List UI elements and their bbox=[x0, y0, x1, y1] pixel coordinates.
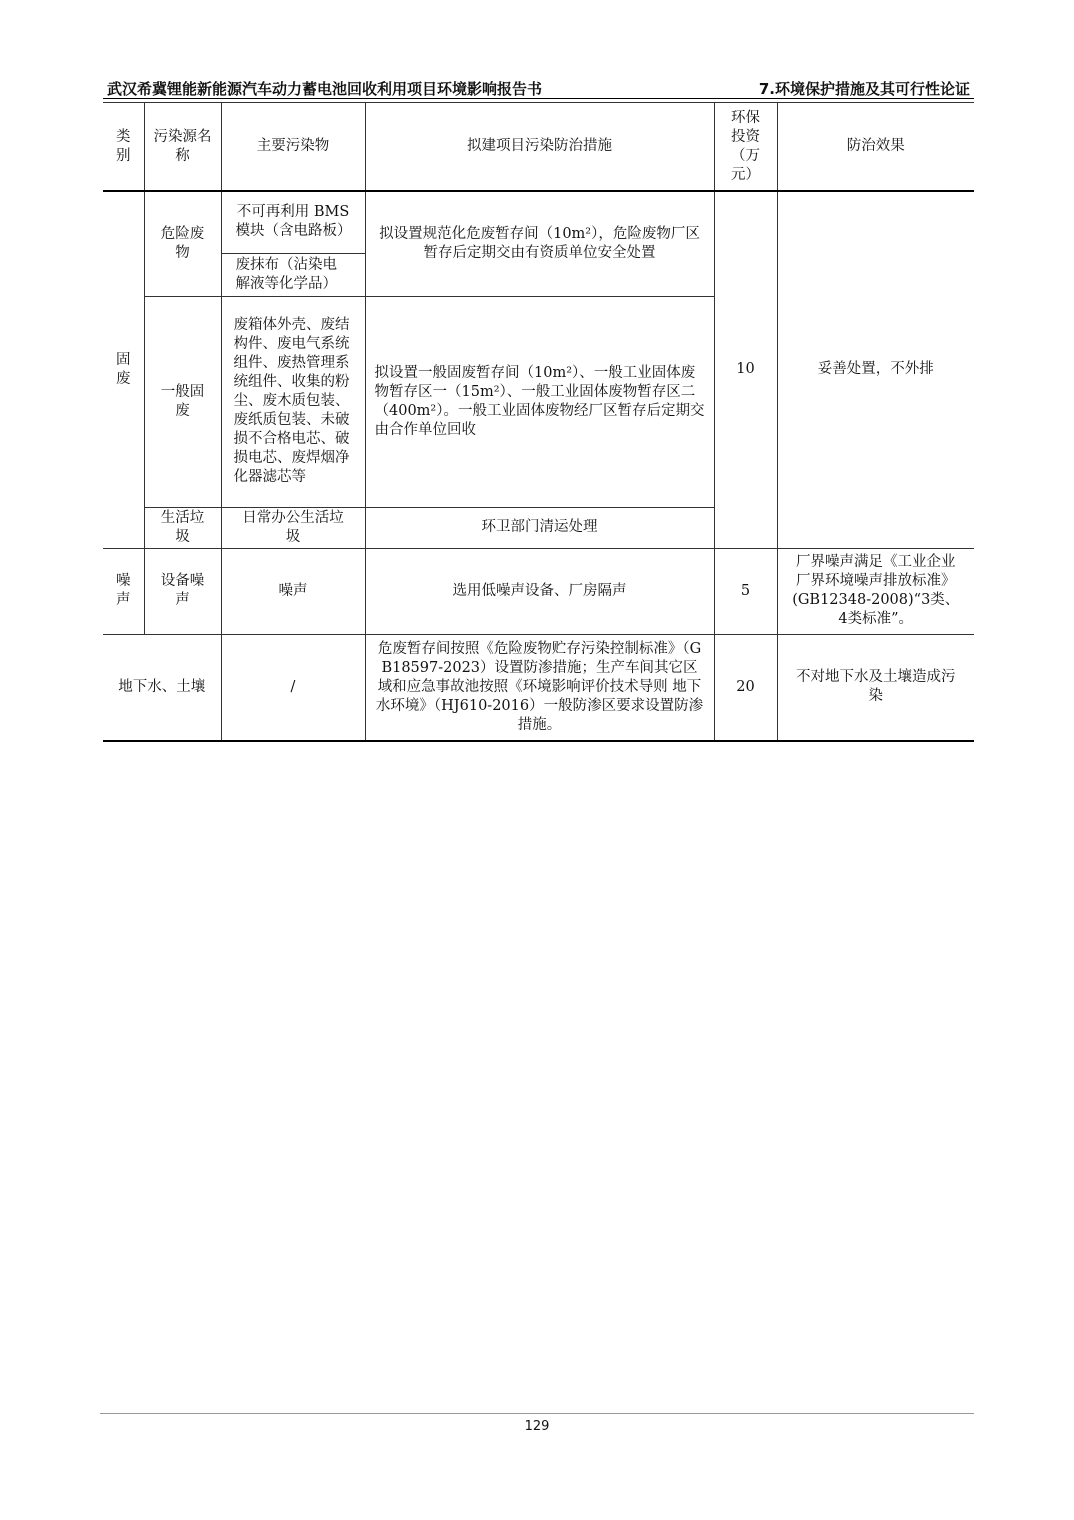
header-rule bbox=[103, 98, 974, 99]
source-domestic: 生活垃圾 bbox=[144, 507, 221, 548]
measure-noise: 选用低噪声设备、厂房隔声 bbox=[365, 548, 714, 634]
measure-general: 拟设置一般固废暂存间（10m²）、一般工业固体废物暂存区一（15m²）、一般工业固体废物暂存区二（400m²）。一般工业固体废物经厂区暂存后定期交由合作单位回收 bbox=[365, 296, 714, 507]
effect-groundwater: 不对地下水及土壤造成污染 bbox=[777, 634, 974, 741]
page-number: 129 bbox=[524, 1419, 550, 1434]
pollutant-domestic: 日常办公生活垃圾 bbox=[221, 507, 365, 548]
table-header-row bbox=[103, 103, 974, 192]
col-header-investment: 环保投资（万元） bbox=[714, 103, 777, 192]
measure-hazardous bbox=[365, 191, 714, 296]
effect-solid: 妥善处置，不外排 bbox=[777, 191, 974, 548]
col-header-source: 污染源名称 bbox=[144, 103, 221, 192]
pollutant-bms: 不可再利用 BMS 模块（含电路板） bbox=[221, 191, 365, 253]
measure-domestic: 环卫部门清运处理 bbox=[365, 507, 714, 548]
col-header-category: 类别 bbox=[103, 103, 144, 192]
source-general: 一般固废 bbox=[144, 296, 221, 507]
pollutant-groundwater: / bbox=[221, 634, 365, 741]
category-groundwater: 地下水、土壤 bbox=[103, 634, 221, 741]
table-row bbox=[103, 634, 974, 741]
category-solid: 固废 bbox=[103, 191, 144, 548]
source-hazardous: 危险废物 bbox=[144, 191, 221, 296]
investment-noise: 5 bbox=[714, 548, 777, 634]
table-row bbox=[103, 191, 974, 253]
footer-rule bbox=[100, 1413, 974, 1414]
col-header-pollutant: 主要污染物 bbox=[221, 103, 365, 192]
investment-groundwater: 20 bbox=[714, 634, 777, 741]
investment-solid: 10 bbox=[714, 191, 777, 548]
table-row bbox=[103, 548, 974, 634]
pollutant-rags: 废抹布（沾染电解液等化学品） bbox=[221, 253, 365, 296]
pollutant-noise: 噪声 bbox=[221, 548, 365, 634]
source-noise: 设备噪声 bbox=[144, 548, 221, 634]
header-title: 武汉希冀锂能新能源汽车动力蓄电池回收利用项目环境影响报告书 bbox=[107, 80, 543, 98]
effect-noise: 厂界噪声满足《工业企业厂界环境噪声排放标准》(GB12348-2008)“3类、4类标准”。 bbox=[777, 548, 974, 634]
col-header-measure: 拟建项目污染防治措施 bbox=[365, 103, 714, 192]
measure-groundwater: 危废暂存间按照《危险废物贮存污染控制标准》（GB18597-2023）设置防渗措施；生产车间其它区域和应急事故池按照《环境影响评价技术导则 地下水环境》（HJ610-2016）一般防渗区要求设置防渗措施。 bbox=[365, 634, 714, 741]
header-section: 7.环境保护措施及其可行性论证 bbox=[758, 80, 970, 98]
category-noise: 噪声 bbox=[103, 548, 144, 634]
measure-hazardous-text: 拟设置规范化危废暂存间（10m²），危险废物厂区暂存后定期交由有资质单位安全处置 bbox=[379, 225, 700, 261]
col-header-effect: 防治效果 bbox=[777, 103, 974, 192]
pollutant-general: 废箱体外壳、废结构件、废电气系统组件、废热管理系统组件、收集的粉尘、废木质包装、废纸质包装、未破损不合格电芯、破损电芯、废焊烟净化器滤芯等 bbox=[221, 296, 365, 507]
measures-table bbox=[103, 102, 974, 742]
